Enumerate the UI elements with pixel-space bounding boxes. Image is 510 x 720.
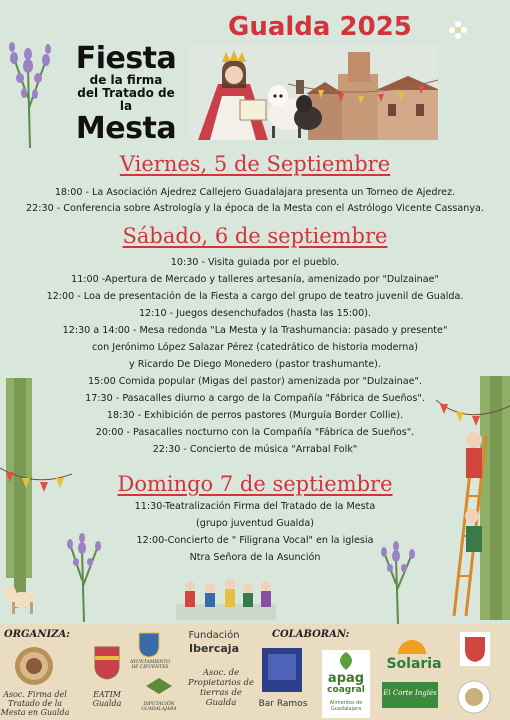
people-illustration xyxy=(176,574,276,620)
flower-icon xyxy=(448,20,468,40)
schedule-line: 15:00 Comida popular (Migas del pastor) amenizada por "Dulzainae". xyxy=(88,376,422,387)
org-eatim-name: EATIM Gualda xyxy=(92,690,122,708)
title-mesta: Mesta xyxy=(75,111,177,146)
corte-ingles-logo xyxy=(382,682,438,708)
day-heading-sunday: Domingo 7 de septiembre xyxy=(117,472,393,496)
crest-logo-bottom xyxy=(456,680,492,714)
schedule-line: Ntra Señora de la Asunción xyxy=(189,552,321,563)
town-year: Gualda 2025 xyxy=(228,12,412,42)
right-side-illustration xyxy=(436,376,510,620)
association-seal-logo xyxy=(14,646,54,686)
bar-ramos-logo xyxy=(262,648,302,692)
header-illustration xyxy=(188,44,438,140)
alimentos-name: Alimentos de Guadalajara xyxy=(329,700,363,712)
title-del-tratado: del Tratado de la xyxy=(77,86,175,113)
schedule-line: con Jerónimo López Salazar Pérez (catedrático de historia moderna) xyxy=(92,342,418,353)
solaria-sun-logo xyxy=(396,632,428,656)
org-association-name: Asoc. Firma del Tratado de la Mesta en Gualda xyxy=(0,690,70,717)
schedule-line: (grupo juventud Gualda) xyxy=(195,518,315,529)
sponsors-band xyxy=(0,624,510,720)
bar-ramos-name: Bar Ramos xyxy=(258,699,308,709)
diputacion-logo xyxy=(144,676,174,700)
ibercaja-label: Ibercaja xyxy=(189,642,239,655)
schedule-line: 20:00 - Pasacalles nocturno con la Compañía "Fábrica de Sueños". xyxy=(95,427,415,438)
festival-title xyxy=(70,41,182,146)
apag-name: apag xyxy=(327,671,365,686)
schedule-line: 12:00-Concierto de " Filigrana Vocal" en la iglesia xyxy=(136,535,374,546)
schedule-line: 11:00 -Apertura de Mercado y talleres artesanía, amenizado por "Dulzainae" xyxy=(71,274,439,285)
schedule-line: 17:30 - Pasacalles diurno a cargo de la Compañía "Fábrica de Sueños". xyxy=(85,393,425,404)
schedule-line: 18:00 - La Asociación Ajedrez Callejero Guadalajara presenta un Torneo de Ajedrez. xyxy=(54,187,456,198)
colaboran-label: COLABORAN: xyxy=(272,629,350,640)
schedule-line: 22:30 - Concierto de música "Arrabal Folk" xyxy=(152,444,358,455)
diputacion-name: DIPUTACIÓN GUADALAJARA xyxy=(141,702,177,712)
lavender-left-icon xyxy=(2,38,60,148)
fundacion-label: Fundación xyxy=(188,630,240,641)
apag-coagral-logo xyxy=(322,650,370,718)
day-heading-saturday: Sábado, 6 de septiembre xyxy=(122,224,388,248)
schedule-line: 10:30 - Visita guiada por el pueblo. xyxy=(170,257,340,268)
title-fiesta: Fiesta xyxy=(75,41,177,76)
solaria-name: Solaria xyxy=(386,656,442,672)
schedule-line: y Ricardo De Diego Monedero (pastor trashumante). xyxy=(129,359,381,370)
schedule-line: 12:10 - Juegos desenchufados (hasta las 15:00). xyxy=(138,308,372,319)
ayuntamiento-shield-logo xyxy=(138,632,160,658)
organiza-label: ORGANIZA: xyxy=(4,629,70,640)
lavender-bottom-left-icon xyxy=(60,530,108,622)
schedule-line: 12:00 - Loa de presentación de la Fiesta a cargo del grupo de teatro juvenil de Gualda. xyxy=(46,291,464,302)
propietarios-name: Asoc. de Propietarios de tierras de Gualda xyxy=(187,668,254,708)
apag-leaf-icon xyxy=(322,650,370,672)
coagral-name: coagral xyxy=(327,685,365,695)
schedule-line: 18:30 - Exhibición de perros pastores (Murguía Border Collie). xyxy=(106,410,404,421)
title-de-la-firma: de la firma xyxy=(89,73,163,87)
crest-logo-top xyxy=(460,632,490,666)
schedule-line: 12:30 a 14:00 - Mesa redonda "La Mesta y la Trashumancia: pasado y presente" xyxy=(62,325,448,336)
lavender-bottom-right-icon xyxy=(376,540,422,624)
ayuntamiento-name: AYUNTAMIENTO DE CIFUENTES xyxy=(129,660,171,670)
corte-ingles-name: El Corte Inglés xyxy=(383,689,437,697)
schedule-line: 22:30 - Conferencia sobre Astrología y la época de la Mesta con el Astrólogo Vicente Cassanya. xyxy=(26,203,484,214)
schedule-line: 11:30-Teatralización Firma del Tratado de la Mesta xyxy=(134,501,376,512)
eatim-shield-logo xyxy=(94,646,120,680)
day-heading-friday: Viernes, 5 de Septiembre xyxy=(119,152,391,176)
